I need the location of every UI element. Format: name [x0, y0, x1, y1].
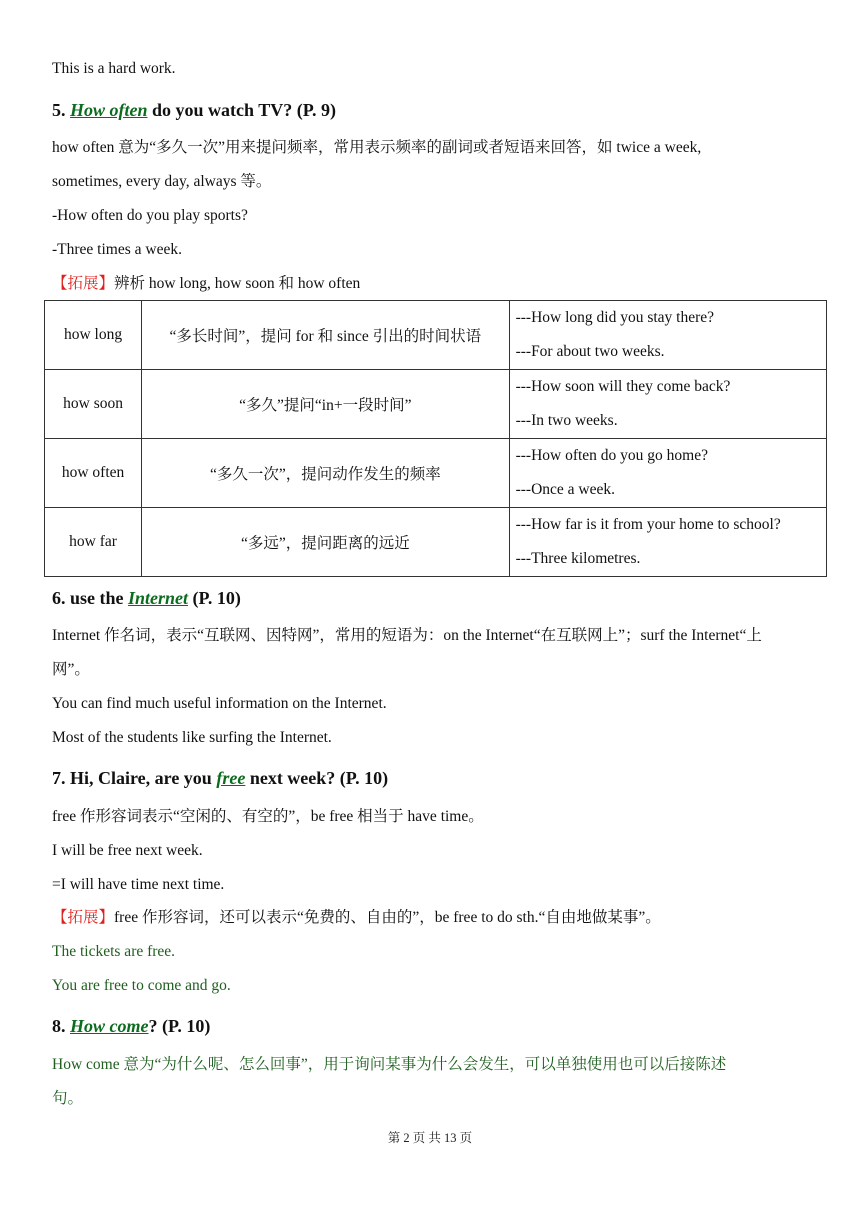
example-cell — [509, 301, 826, 370]
term-cell: how far — [45, 508, 142, 577]
example-cell — [509, 370, 826, 439]
example-question: ---How far is it from your home to school? — [515, 516, 781, 533]
section-5-number: 5. — [52, 100, 66, 120]
section-6-example-1: You can find much useful information on the Internet. — [52, 695, 387, 712]
section-7-keyword: free — [216, 768, 246, 788]
section-6-number: 6. — [52, 588, 66, 608]
meaning-cell: “多远”，提问距离的远近 — [142, 508, 509, 577]
expand-tag: 【拓展】 — [52, 909, 115, 926]
section-6-title-pre: use the — [65, 588, 128, 608]
section-5-heading — [52, 99, 832, 121]
expand-text: 辨析 how long, how soon 和 how often — [114, 275, 361, 292]
example-question: ---How soon will they come back? — [515, 378, 731, 395]
example-answer: ---Once a week. — [515, 481, 615, 498]
meaning-cell: “多久”提问“in+一段时间” — [142, 370, 509, 439]
section-6-para-1: Internet 作名词，表示“互联网、因特网”，常用的短语为：on the Internet“在互联网上”；surf the Internet“上 — [52, 627, 762, 644]
expand-text: free 作形容词，还可以表示“免费的、自由的”，be free to do sth.“自由地做某事”。 — [114, 909, 661, 926]
section-7-example-2: =I will have time next time. — [52, 876, 225, 893]
section-7-heading — [52, 767, 832, 789]
meaning-cell: “多久一次”，提问动作发生的频率 — [142, 439, 509, 508]
section-6-title-rest: (P. 10) — [188, 588, 241, 608]
example-cell — [509, 439, 826, 508]
section-5-example-1: -How often do you play sports? — [52, 207, 248, 224]
section-7-example-3: The tickets are free. — [52, 943, 176, 960]
section-7-expand — [52, 901, 832, 935]
section-7-example-1: I will be free next week. — [52, 842, 203, 859]
section-5-title-rest: do you watch TV? (P. 9) — [147, 100, 337, 120]
section-5-expand — [52, 267, 832, 301]
expand-tag: 【拓展】 — [52, 275, 115, 292]
term-cell: how soon — [45, 370, 142, 439]
example-answer: ---In two weeks. — [515, 412, 618, 429]
section-5-para-2: sometimes, every day, always 等。 — [52, 173, 272, 190]
comparison-table — [44, 300, 827, 577]
page-footer: 第 2 页 共 13 页 — [387, 1131, 473, 1145]
section-5-keyword: How often — [70, 100, 148, 120]
section-8-title-rest: ? (P. 10) — [148, 1016, 211, 1036]
term-cell: how often — [45, 439, 142, 508]
section-8-heading — [52, 1015, 832, 1037]
section-8-para-2: 句。 — [52, 1090, 84, 1107]
intro-line: This is a hard work. — [52, 60, 176, 77]
section-6-example-2: Most of the students like surfing the Internet. — [52, 729, 332, 746]
section-7-title-rest: next week? (P. 10) — [245, 768, 389, 788]
section-8-keyword: How come — [70, 1016, 149, 1036]
example-answer: ---For about two weeks. — [515, 343, 665, 360]
table-row — [45, 439, 827, 508]
example-question: ---How long did you stay there? — [515, 309, 715, 326]
example-question: ---How often do you go home? — [515, 447, 708, 464]
section-7-example-4: You are free to come and go. — [52, 977, 231, 994]
example-answer: ---Three kilometres. — [515, 550, 641, 567]
table-row — [45, 370, 827, 439]
section-7-number: 7. — [52, 768, 66, 788]
section-6-keyword: Internet — [128, 588, 189, 608]
section-5-example-2: -Three times a week. — [52, 241, 182, 258]
table-row — [45, 508, 827, 577]
section-5-para-1: how often 意为“多久一次”用来提问频率，常用表示频率的副词或者短语来回答，如 twice a week, — [52, 139, 702, 156]
example-cell — [509, 508, 826, 577]
section-6-para-2: 网”。 — [52, 661, 90, 678]
section-7-title-pre: Hi, Claire, are you — [65, 768, 217, 788]
section-7-para-1: free 作形容词表示“空闲的、有空的”，be free 相当于 have time。 — [52, 808, 484, 825]
section-8-number: 8. — [52, 1016, 66, 1036]
term-cell: how long — [45, 301, 142, 370]
section-8-para-1: How come 意为“为什么呢、怎么回事”，用于询问某事为什么会发生，可以单独使用也可以后接陈述 — [52, 1056, 727, 1073]
table-row — [45, 301, 827, 370]
meaning-cell: “多长时间”，提问 for 和 since 引出的时间状语 — [142, 301, 509, 370]
section-6-heading — [52, 587, 832, 609]
